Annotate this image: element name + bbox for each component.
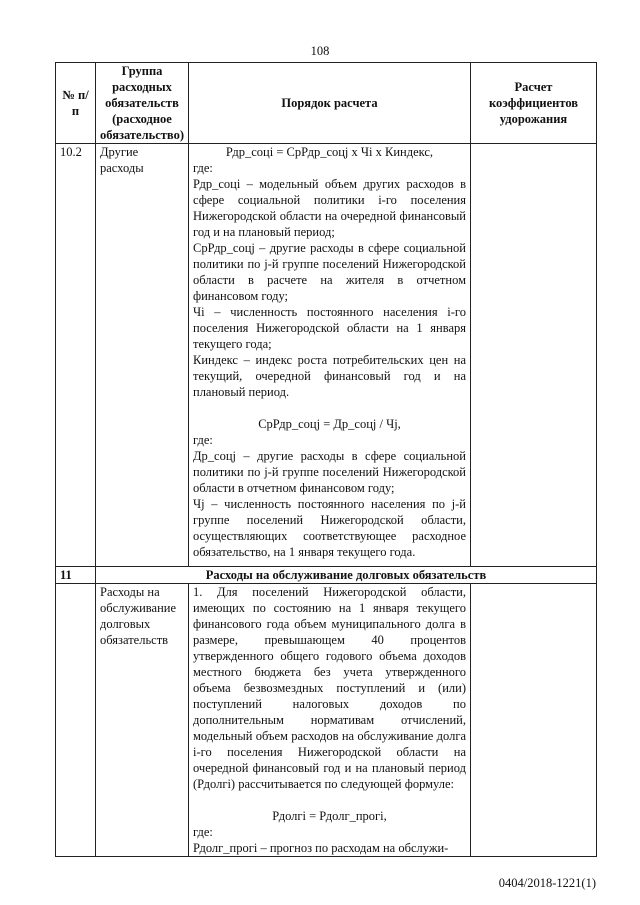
row-procedure [189, 144, 471, 567]
table-row [56, 144, 597, 567]
definition: СрРдр_соцj – другие расходы в сфере социальной политики по j-й группе поселений Нижегородской области в расчете на жителя в отчетном финансовом году; [193, 241, 466, 303]
definition: Чj – численность постоянного населения по j-й группе поселений Нижегородской области, осуществляющих соответствующее расходное обязательство, на 1 января текущего года. [193, 497, 466, 559]
where-label: где: [193, 161, 213, 175]
definition: Рдолг_прогi – прогноз по расходам на обслужи- [193, 841, 449, 855]
header-procedure: Порядок расчета [189, 63, 471, 144]
row-coef [471, 144, 597, 567]
formula: СрРдр_соцj = Др_соцj / Чj, [258, 417, 401, 431]
row-coef [471, 584, 597, 857]
row-group: Расходы на обслуживание долговых обязательств [96, 584, 189, 857]
header-group: Группа расходных обязательств (расходное обязательство) [96, 63, 189, 144]
definition: Др_соцj – другие расходы в сфере социальной политики по j-й группе поселений Нижегородской области в отчетном финансовом году; [193, 449, 466, 495]
row-group: Другие расходы [96, 144, 189, 567]
table-row [56, 584, 597, 857]
header-coef: Расчет коэффициентов удорожания [471, 63, 597, 144]
calculation-table [55, 62, 597, 857]
row-procedure [189, 584, 471, 857]
row-number [56, 584, 96, 857]
where-label: где: [193, 433, 213, 447]
formula: Рдр_соцi = СрРдр_соцj x Чi x Киндекс, [225, 145, 434, 159]
section-row [56, 567, 597, 584]
table-header-row [56, 63, 597, 144]
definition: Рдр_соцi – модельный объем других расходов в сфере социальной политики i-го поселения Нижегородской области на очередной финансовый год и на плановый период; [193, 177, 466, 239]
page-number: 108 [310, 44, 330, 58]
definition: Киндекс – индекс роста потребительских цен на текущий, очередной финансовый год и на плановый период. [193, 353, 466, 399]
header-num: № п/п [56, 63, 96, 144]
section-title: Расходы на обслуживание долговых обязательств [96, 567, 597, 584]
definition: Чi – численность постоянного населения i-го поселения Нижегородской области на 1 января текущего года; [193, 305, 466, 351]
section-number: 11 [56, 567, 96, 584]
where-label: где: [193, 825, 213, 839]
document-code: 0404/2018-1221(1) [498, 876, 596, 890]
formula: Рдолгi = Рдолг_прогi, [272, 809, 387, 823]
paragraph: 1. Для поселений Нижегородской области, имеющих по состоянию на 1 января текущего финансового года объем муниципального долга в размере, превышающем 40 процентов утвержденного общего годового объема доходов местного бюджета без учета утвержденного объема безвозмездных поступлений и (или) поступлений налоговых доходов по дополнительным нормативам отчислений, модельный объем расходов на обслуживание долга i-го поселения Нижегородской области на очередной финансовый год и на плановый период (Рдолгi) рассчитывается по следующей формуле: [193, 585, 466, 791]
row-number: 10.2 [56, 144, 96, 567]
